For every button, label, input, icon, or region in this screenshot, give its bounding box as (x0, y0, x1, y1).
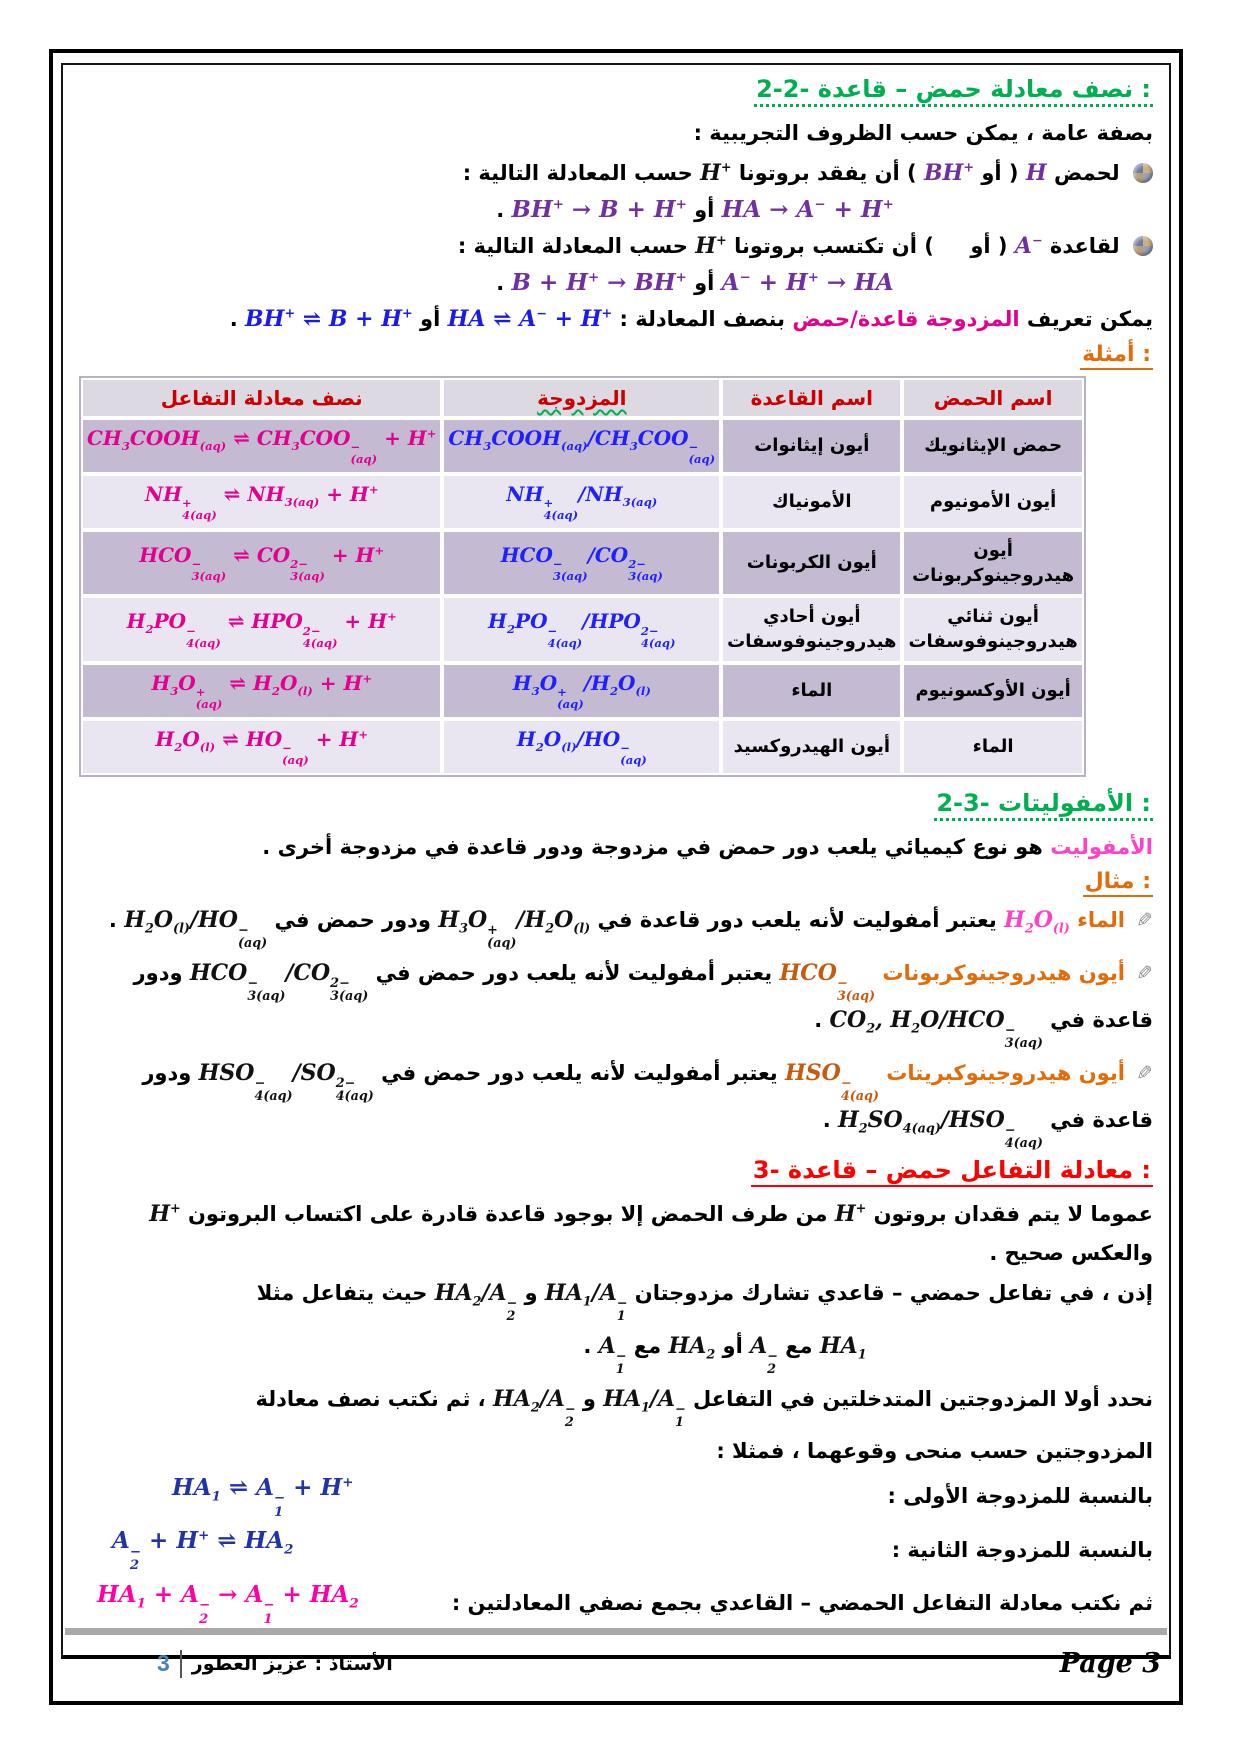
acid-definition-bullet (77, 156, 1153, 190)
header-half-equation: نصف معادلة التفاعل (81, 378, 442, 418)
second-couple-label: بالنسبة للمزدوجة الثانية : (891, 1537, 1153, 1562)
cell-acid-name: أيون الأمونيوم (902, 474, 1083, 530)
bullet-text-1: يعتبر أمفوليت لأنه يلعب دور حمض في (381, 1061, 778, 1086)
period: . (814, 1008, 823, 1033)
section-number: 2-3- (936, 788, 990, 817)
table-row (81, 474, 1084, 530)
header-base-name: اسم القاعدة (721, 378, 902, 418)
base-formula-A: A− (1014, 232, 1043, 259)
acid-half-equations (77, 196, 1153, 223)
period: . (496, 270, 505, 295)
cell-base-name: أيون إيثانوات (721, 418, 902, 474)
bullet-text-2: ودور قاعدة في (142, 1061, 1153, 1133)
base-half-equations (77, 269, 1153, 296)
sphere-bullet-icon (1133, 163, 1153, 183)
section-heading-half-equation (77, 75, 1153, 107)
ampholyte-bullet-hydrogencarbonate (77, 956, 1153, 1050)
acid-text-mid1: ( أو (981, 160, 1019, 185)
cell-base-name: الأمونياك (721, 474, 902, 530)
paragraph-method-2: المزدوجتين حسب منحى وقوعهما ، فمثلا : (716, 1439, 1153, 1464)
cell-half-equation: $H_3O$ + (aq) ⇌ $H_2O_{(l)} + H^+$ (81, 663, 442, 719)
acid-base-table (79, 376, 1086, 777)
paragraph-converse: والعكس صحيح . (989, 1241, 1153, 1266)
section-heading-reaction-equation (77, 1156, 1153, 1187)
text: عموما لا يتم فقدان بروتون (873, 1202, 1153, 1227)
def-text-1: يمكن تعريف (1026, 306, 1153, 331)
text: و (524, 1281, 538, 1305)
pencil-icon: ✎ (1136, 1061, 1153, 1086)
acid-text-mid2: ) أن يفقد بروتونا (738, 160, 917, 185)
table-row (81, 719, 1084, 775)
first-couple-equation: $HA_1$ ⇌ A − 1 + H+ (172, 1473, 354, 1520)
cell-couple: $H_2PO$ − 4(aq) /HPO 2− 4(aq) (442, 596, 721, 662)
overall-equation-label: ثم نكتب معادلة التفاعل الحمضي – القاعدي بجمع نصفي المعادلتين : (451, 1591, 1153, 1616)
text: نحدد أولا المزدوجتين المتدخلتين في التفاعل (693, 1387, 1153, 1412)
amphoteric-definition-text: هو نوع كيميائي يلعب دور حمض في مزدوجة ودور قاعدة في مزدوجة أخرى . (262, 834, 1043, 859)
bullet-text-2: ودور حمض في (274, 908, 431, 933)
text: أو (722, 1334, 743, 1359)
cell-acid-name: أيون هيدروجينوكربونات (902, 530, 1083, 596)
species-formula: HCO − 3(aq) (779, 960, 876, 1005)
cell-acid-name: أيون ثنائي هيدروجينوفوسفات (902, 596, 1083, 662)
base-text-pre: لقاعدة (1049, 233, 1120, 258)
paragraph-two-couples (77, 1276, 1153, 1323)
proton-formula: H+ (834, 1201, 867, 1228)
cell-base-name: أيون الهيدروكسيد (721, 719, 902, 775)
or-word: أو (694, 270, 715, 295)
equation-HA: HA → A− + H+ (721, 195, 894, 223)
bullet-text-2: ودور قاعدة في (133, 961, 1153, 1033)
couple-formula-2: $H_2O_{(l)}/HO$ − (aq) (124, 907, 268, 952)
formula: $HA_2$ (668, 1333, 716, 1363)
formula: $HA_1$ (819, 1333, 867, 1363)
pencil-icon: ✎ (1136, 961, 1153, 986)
paragraph-proton-transfer (77, 1197, 1153, 1231)
footer-page-number: 3 (157, 1650, 170, 1676)
text: و (582, 1387, 596, 1412)
bullet-text-1: يعتبر أمفوليت لأنه يلعب دور حمض في (375, 961, 773, 986)
overall-equation-row (77, 1581, 1153, 1627)
amphoteric-term: الأمفوليت (1050, 834, 1153, 859)
section-title: الأمفوليتات : (998, 788, 1151, 817)
page-label: Page 3 (1059, 1648, 1161, 1679)
ampholyte-bullet-hydrogensulfate (77, 1056, 1153, 1150)
equation-A: A− + H+ → HA (721, 268, 894, 296)
cell-couple: NH + 4(aq) $/NH_{3(aq)}$ (442, 474, 721, 530)
or-word: أو (420, 306, 441, 331)
text: مع (785, 1334, 813, 1359)
cell-couple: $H_3O$ + (aq) $/H_2O_{(l)}$ (442, 663, 721, 719)
equation-B: B + H+ → BH+ (511, 268, 687, 296)
couple-2-formula: $HA_2/A$ − 2 (434, 1280, 518, 1325)
equation-HA-eq: HA ⇌ A− + H+ (447, 305, 613, 332)
or-word: أو (694, 197, 715, 222)
cell-half-equation: $CH_3COOH_{(aq)}$ ⇌ $CH_3COO$ − (aq) + H+ (81, 418, 442, 474)
acid-text-pre: لحمض (1053, 160, 1120, 185)
couple-formula-1: HSO − 4(aq) /SO 2− 4(aq) (198, 1060, 374, 1105)
couple-term-highlight: المزدوجة قاعدة/حمض (792, 306, 1020, 331)
second-couple-row (77, 1527, 1153, 1573)
couple-formula-2: $H_2SO_{4(aq)}$/HSO − 4(aq) (838, 1107, 1043, 1152)
acid-formula-BH: BH+ (923, 159, 975, 186)
intro-line: بصفة عامة ، يمكن حسب الظروف التجريبية : (693, 121, 1153, 145)
base-definition-bullet (77, 229, 1153, 263)
table-row (81, 596, 1084, 662)
cell-acid-name: حمض الإيثانويك (902, 418, 1083, 474)
second-couple-equation: A − 2 + H+ ⇌ $HA_2$ (112, 1527, 294, 1574)
table-row (81, 530, 1084, 596)
couple-1-formula: $HA_1/A$ − 1 (603, 1386, 686, 1431)
section-number: 3- (752, 1156, 780, 1185)
cell-couple: $CH_3COOH_{(aq)}/CH_3COO$ − (aq) (442, 418, 721, 474)
couple-formula-2: $CO_2$, $H_2O$/HCO − 3(aq) (829, 1007, 1043, 1052)
header-couple: المزدوجة (442, 378, 721, 418)
section-number: 2-2- (756, 75, 810, 103)
first-couple-label: بالنسبة للمزدوجة الأولى : (887, 1484, 1153, 1509)
proton-formula: H+ (695, 232, 727, 259)
species-name: أيون هيدروجينوكبريتات (886, 1061, 1125, 1086)
formula: A − 2 (750, 1333, 778, 1378)
footer-divider-bar (65, 1628, 1167, 1635)
footer (65, 1648, 1165, 1679)
cell-base-name: الماء (721, 663, 902, 719)
amphoteric-definition (77, 831, 1153, 864)
base-text-mid: ( أو ) أن تكتسب بروتونا (734, 233, 1008, 258)
def-text-2: بنصف المعادلة : (619, 306, 785, 331)
paragraph-reacting-species (77, 1329, 1153, 1376)
table-row (81, 418, 1084, 474)
table-header-row (81, 378, 1084, 418)
species-formula: $H_2O_{(l)}$ (1004, 907, 1070, 937)
pencil-icon: ✎ (1136, 908, 1153, 933)
footer-divider-line (180, 1650, 182, 1678)
species-name: أيون هيدروجينوكربونات (882, 961, 1125, 986)
couple-formula-1: $H_3O$ + (aq) $/H_2O_{(l)}$ (438, 907, 591, 952)
couple-definition-line (77, 302, 1153, 336)
equation-BH-eq: BH+ ⇌ B + H+ (245, 305, 413, 332)
proton-formula: H+ (149, 1201, 181, 1228)
section-heading-amphoterics (77, 789, 1153, 821)
species-name: الماء (1077, 908, 1125, 933)
equation-BH: BH+ → B + H+ (511, 195, 687, 223)
couple-2-formula: $HA_2/A$ − 2 (492, 1386, 576, 1431)
bullet-text-1: يعتبر أمفوليت لأنه يلعب دور قاعدة في (597, 908, 997, 933)
acid-text-post: حسب المعادلة التالية : (462, 160, 693, 185)
period: . (108, 908, 117, 933)
cell-couple: HCO − 3(aq) /CO 2− 3(aq) (442, 530, 721, 596)
header-acid-name: اسم الحمض (902, 378, 1083, 418)
cell-acid-name: أيون الأوكسونيوم (902, 663, 1083, 719)
sphere-bullet-icon (1133, 236, 1153, 256)
period: . (822, 1108, 831, 1133)
content-box (61, 63, 1171, 1659)
examples-label: أمثلة : (77, 342, 1153, 370)
cell-base-name: أيون الكربونات (721, 530, 902, 596)
section-title: نصف معادلة حمض – قاعدة : (817, 75, 1151, 103)
first-couple-row (77, 1474, 1153, 1520)
footer-left (65, 1650, 393, 1678)
cell-acid-name: الماء (902, 719, 1083, 775)
example-label: مثال : (77, 869, 1153, 897)
paragraph-method (77, 1382, 1153, 1429)
cell-couple: $H_2O_{(l)}/HO$ − (aq) (442, 719, 721, 775)
ampholyte-bullet-water (77, 903, 1153, 950)
cell-half-equation: HCO − 3(aq) ⇌ CO 2− 3(aq) + H+ (81, 530, 442, 596)
formula: A − 1 (598, 1333, 627, 1378)
text: من طرف الحمض إلا بوجود قاعدة قادرة على اكتساب البروتون (187, 1202, 828, 1227)
base-text-post: حسب المعادلة التالية : (457, 233, 688, 258)
cell-half-equation: $H_2O_{(l)}$ ⇌ HO − (aq) + H+ (81, 719, 442, 775)
text: إذن ، في تفاعل حمضي – قاعدي تشارك مزدوجتان (634, 1281, 1153, 1305)
couple-formula-1: HCO − 3(aq) /CO 2− 3(aq) (189, 960, 369, 1005)
period: . (229, 306, 238, 331)
section-title: معادلة التفاعل حمض – قاعدة : (787, 1156, 1151, 1185)
cell-half-equation: NH + 4(aq) ⇌ $NH_{3(aq)} + H^+$ (81, 474, 442, 530)
period: . (496, 197, 505, 222)
couple-1-formula: $HA_1/A$ − 1 (544, 1280, 628, 1325)
proton-formula: H+ (700, 159, 732, 186)
page-border (49, 49, 1183, 1705)
text: ، ثم نكتب نصف معادلة (255, 1387, 486, 1412)
text: حيث يتفاعل مثلا (256, 1281, 428, 1305)
overall-reaction-equation: $HA_1 + A$ − 2 → A − 1 + $HA_2$ (97, 1580, 359, 1627)
species-formula: HSO − 4(aq) (785, 1060, 879, 1105)
table-row (81, 663, 1084, 719)
cell-half-equation: $H_2PO$ − 4(aq) ⇌ HPO 2− 4(aq) + H+ (81, 596, 442, 662)
acid-formula-H: H (1025, 159, 1047, 186)
teacher-name: الأستاذ : عزيز العطور (191, 1652, 393, 1675)
text: مع (633, 1334, 662, 1359)
cell-base-name: أيون أحادي هيدروجينوفوسفات (721, 596, 902, 662)
period: . (583, 1334, 592, 1359)
